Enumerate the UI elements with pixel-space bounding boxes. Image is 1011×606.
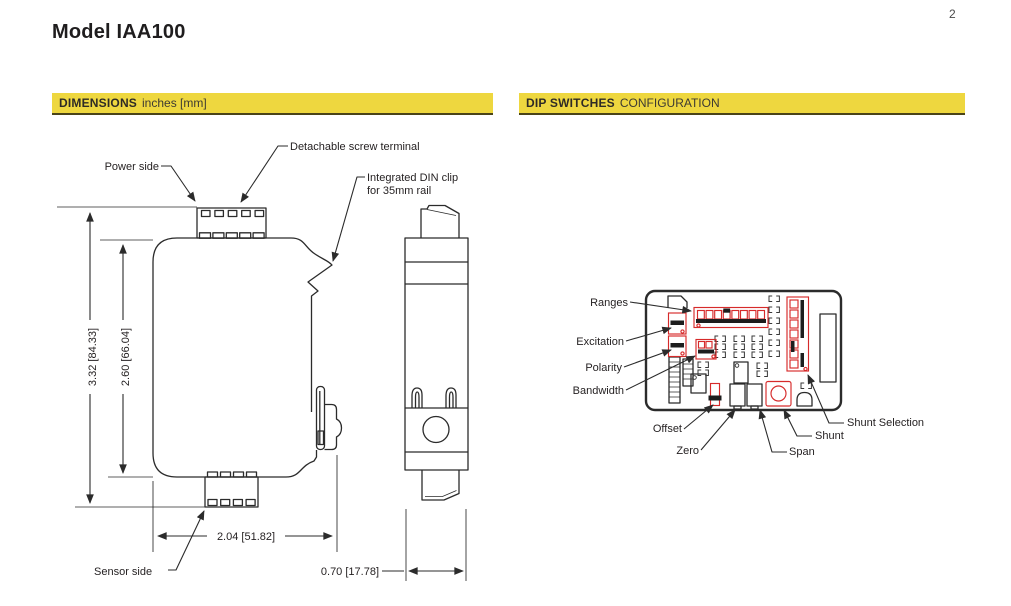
- callout-ranges: Ranges: [590, 297, 628, 309]
- section-header-dimensions-bold: DIMENSIONS: [59, 96, 138, 110]
- callout-screw-terminal: Detachable screw terminal: [290, 141, 420, 153]
- callout-span: Span: [789, 446, 815, 458]
- sensor-terminal-block: [205, 472, 258, 507]
- dim-depth: 0.70 [17.78]: [320, 566, 379, 578]
- callout-din-clip-line2: for 35mm rail: [367, 185, 432, 197]
- side-view-outline: [405, 206, 468, 501]
- section-header-dimensions-units: inches [mm]: [142, 96, 207, 110]
- page-title: Model IAA100: [52, 21, 186, 43]
- callout-zero: Zero: [676, 445, 699, 457]
- dim-body-height: 2.60 [66.04]: [120, 327, 132, 387]
- callout-leaders: [161, 146, 365, 570]
- callout-sensor-side: Sensor side: [94, 566, 153, 578]
- callout-excitation: Excitation: [576, 336, 624, 348]
- callout-power-side: Power side: [104, 161, 159, 173]
- front-view-outline: [153, 238, 332, 477]
- section-header-dip-switches-sub: CONFIGURATION: [619, 96, 720, 110]
- callout-offset: Offset: [652, 423, 682, 435]
- callout-shunt: Shunt: [815, 430, 844, 442]
- section-header-dip-switches-bold: DIP SWITCHES: [526, 96, 615, 110]
- power-terminal-block: [197, 208, 266, 238]
- dimension-lines: [90, 213, 463, 571]
- callout-din-clip-line1: Integrated DIN clip: [367, 172, 459, 184]
- din-clip: [317, 387, 342, 450]
- dimensions-figure: [57, 141, 468, 581]
- dim-overall-height: 3.32 [84.33]: [87, 327, 99, 387]
- page-number: 2: [949, 7, 956, 21]
- callout-shunt-selection: Shunt Selection: [847, 417, 925, 429]
- dip-switches-figure: [573, 291, 924, 458]
- callout-bandwidth: Bandwidth: [572, 385, 624, 397]
- dim-body-width: 2.04 [51.82]: [216, 531, 276, 543]
- callout-polarity: Polarity: [585, 362, 622, 374]
